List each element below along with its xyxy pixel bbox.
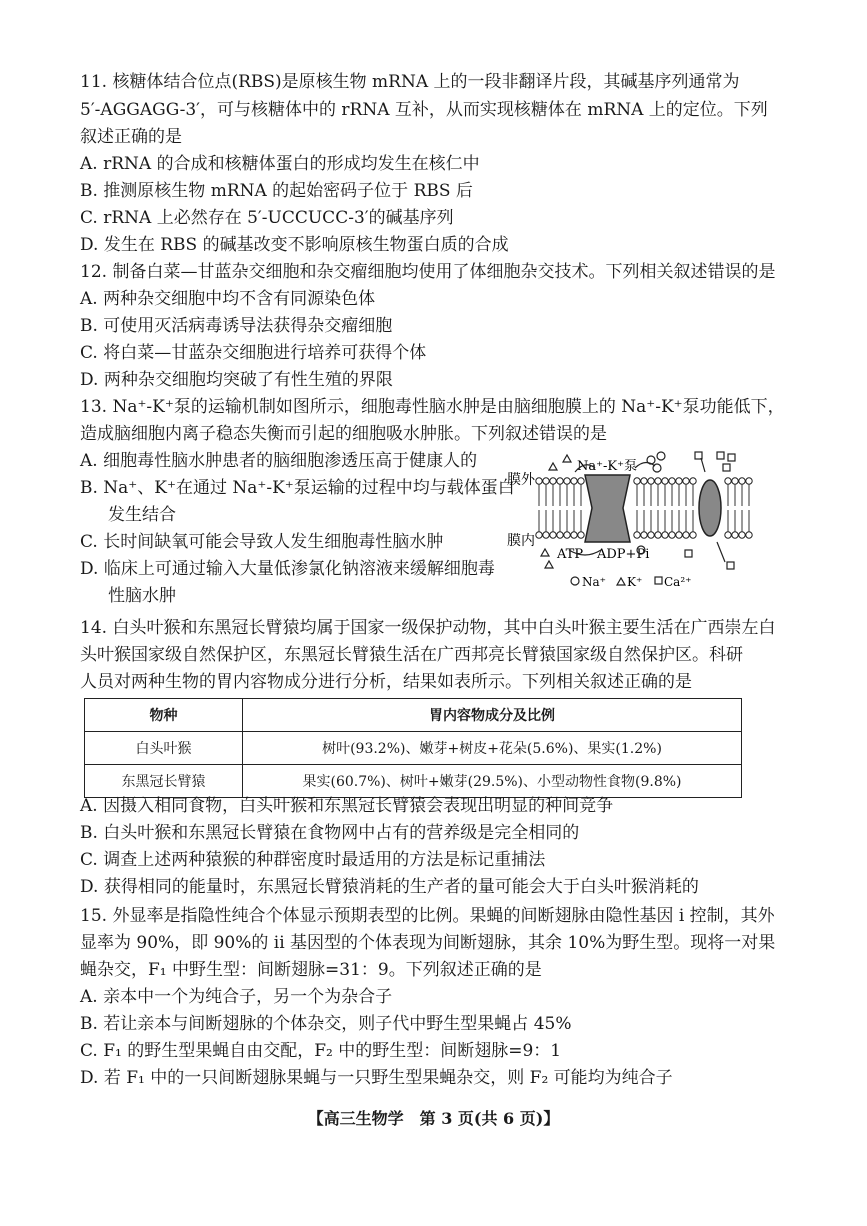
phospholipid-head xyxy=(746,478,752,484)
q11-stem-line-2: 5′-AGGAGG-3′，可与核糖体中的 rRNA 互补，从而实现核糖体在 mRNA 上的定位。下列 xyxy=(80,100,768,120)
phospholipid-head xyxy=(648,478,654,484)
q13-option-d-cont: 性脑水肿 xyxy=(108,586,176,606)
phospholipid-head xyxy=(571,478,577,484)
calcium-channel xyxy=(699,480,721,536)
phospholipid-head xyxy=(690,532,696,538)
phospholipid-head xyxy=(690,478,696,484)
phospholipid-head xyxy=(571,532,577,538)
phospholipid-head xyxy=(655,532,661,538)
q11-option-c: C. rRNA 上必然存在 5′-UCCUCC-3′的碱基序列 xyxy=(80,208,454,228)
table-header-species: 物种 xyxy=(85,699,243,732)
legend-k: K⁺ xyxy=(627,575,643,589)
q12-option-b: B. 可使用灭活病毒诱导法获得杂交瘤细胞 xyxy=(80,316,393,336)
q14-stem-line-3: 人员对两种生物的胃内容物成分进行分析，结果如表所示。下列相关叙述正确的是 xyxy=(80,672,692,692)
phospholipid-head xyxy=(683,478,689,484)
q13-option-b: B. Na⁺、K⁺在通过 Na⁺-K⁺泵运输的过程中均与载体蛋白 xyxy=(80,478,515,498)
phospholipid-head xyxy=(739,532,745,538)
phospholipid-head xyxy=(648,532,654,538)
table-cell-contents: 树叶(93.2%)、嫩芽+树皮+花朵(5.6%)、果实(1.2%) xyxy=(243,732,742,765)
q11-option-b: B. 推测原核生物 mRNA 的起始密码子位于 RBS 后 xyxy=(80,181,473,201)
q14-option-a: A. 因摄入相同食物，白头叶猴和东黑冠长臂猿会表现出明显的种间竞争 xyxy=(80,796,614,816)
phospholipid-head xyxy=(739,478,745,484)
q12-option-d: D. 两种杂交细胞均突破了有性生殖的界限 xyxy=(80,370,393,390)
q15-stem-line-1: 15. 外显率是指隐性纯合个体显示预期表型的比例。果蝇的间断翅脉由隐性基因 i 控制，其外 xyxy=(80,906,775,926)
phospholipid-head xyxy=(550,478,556,484)
page-footer: 【高三生物学 第 3 页(共 6 页)】 xyxy=(307,1109,560,1128)
q14-option-b: B. 白头叶猴和东黑冠长臂猿在食物网中占有的营养级是完全相同的 xyxy=(80,823,580,843)
q15-stem-line-3: 蝇杂交，F₁ 中野生型：间断翅脉=31：9。下列叙述正确的是 xyxy=(80,960,542,980)
phospholipid-head xyxy=(543,478,549,484)
q13-option-a: A. 细胞毒性脑水肿患者的脑细胞渗透压高于健康人的 xyxy=(80,451,478,471)
phospholipid-head xyxy=(725,532,731,538)
phospholipid-head xyxy=(676,478,682,484)
phospholipid-head xyxy=(536,478,542,484)
table-cell-species: 白头叶猴 xyxy=(85,732,243,765)
phospholipid-head xyxy=(669,478,675,484)
q15-option-d: D. 若 F₁ 中的一只间断翅脉果蝇与一只野生型果蝇杂交，则 F₂ 可能均为纯合子 xyxy=(80,1068,673,1088)
phospholipid-head xyxy=(669,532,675,538)
phospholipid-head xyxy=(746,532,752,538)
ca-arrow-up xyxy=(701,458,705,472)
phospholipid-head xyxy=(634,478,640,484)
q13-option-d: D. 临床上可通过输入大量低渗氯化钠溶液来缓解细胞毒 xyxy=(80,559,495,579)
table-row xyxy=(85,732,742,765)
ca-arrow-down xyxy=(717,542,725,562)
q11-stem-line-1: 11. 核糖体结合位点(RBS)是原核生物 mRNA 上的一段非翻译片段，其碱基序列通常为 xyxy=(80,72,740,92)
q14-option-c: C. 调查上述两种猿猴的种群密度时最适用的方法是标记重捕法 xyxy=(80,850,546,870)
q13-option-b-cont: 发生结合 xyxy=(108,505,176,525)
phospholipid-head xyxy=(543,532,549,538)
q15-option-b: B. 若让亲本与间断翅脉的个体杂交，则子代中野生型果蝇占 45% xyxy=(80,1014,572,1034)
q13-stem-line-2: 造成脑细胞内离子稳态失衡而引起的细胞吸水肿胀。下列叙述错误的是 xyxy=(80,424,607,444)
legend-na: Na⁺ xyxy=(582,575,606,589)
table-cell-species: 东黑冠长臂猿 xyxy=(85,765,243,798)
phospholipid-head xyxy=(732,532,738,538)
phospholipid-head xyxy=(683,532,689,538)
phospholipid-head xyxy=(564,478,570,484)
phospholipid-head xyxy=(725,478,731,484)
table-header-contents: 胃内容物成分及比例 xyxy=(243,699,742,732)
diagram-legend xyxy=(571,575,691,589)
q11-option-d: D. 发生在 RBS 的碱基改变不影响原核生物蛋白质的合成 xyxy=(80,235,509,255)
q12-option-c: C. 将白菜—甘蓝杂交细胞进行培养可获得个体 xyxy=(80,343,427,363)
phospholipid-head xyxy=(564,532,570,538)
outside-label: 膜外 xyxy=(507,472,535,488)
phospholipid-head xyxy=(578,532,584,538)
legend-ca: Ca²⁺ xyxy=(664,575,692,589)
adp-label: ADP+Pi xyxy=(597,547,650,562)
phospholipid-head xyxy=(676,532,682,538)
phospholipid-head xyxy=(634,532,640,538)
q13-option-c: C. 长时间缺氧可能会导致人发生细胞毒性脑水肿 xyxy=(80,532,444,552)
q11-option-a: A. rRNA 的合成和核糖体蛋白的形成均发生在核仁中 xyxy=(80,154,480,174)
q12-stem-line-1: 12. 制备白菜—甘蓝杂交细胞和杂交瘤细胞均使用了体细胞杂交技术。下列相关叙述错误的是 xyxy=(80,262,776,282)
phospholipid-head xyxy=(732,478,738,484)
table-header-row xyxy=(85,699,742,732)
pump-label: Na⁺-K⁺泵 xyxy=(577,459,637,474)
na-k-pump-protein xyxy=(585,475,630,542)
q13-stem-line-1: 13. Na⁺-K⁺泵的运输机制如图所示，细胞毒性脑水肿是由脑细胞膜上的 Na⁺-K⁺泵功能低下， xyxy=(80,397,785,417)
q15-option-a: A. 亲本中一个为纯合子，另一个为杂合子 xyxy=(80,987,393,1007)
phospholipid-head xyxy=(662,478,668,484)
q12-option-a: A. 两种杂交细胞中均不含有同源染色体 xyxy=(80,289,376,309)
phospholipid-head xyxy=(655,478,661,484)
table-cell-contents: 果实(60.7%)、树叶+嫩芽(29.5%)、小型动物性食物(9.8%) xyxy=(243,765,742,798)
phospholipid-head xyxy=(578,478,584,484)
phospholipid-head xyxy=(557,478,563,484)
stomach-contents-table xyxy=(84,698,742,798)
phospholipid-head xyxy=(536,532,542,538)
phospholipid-head xyxy=(641,532,647,538)
phospholipid-head xyxy=(557,532,563,538)
q14-stem-line-1: 14. 白头叶猴和东黑冠长臂猿均属于国家一级保护动物，其中白头叶猴主要生活在广西崇左白 xyxy=(80,618,776,638)
na-k-pump-diagram xyxy=(505,450,760,590)
q11-stem-line-3: 叙述正确的是 xyxy=(80,127,182,147)
phospholipid-head xyxy=(550,532,556,538)
q14-option-d: D. 获得相同的能量时，东黑冠长臂猿消耗的生产者的量可能会大于白头叶猴消耗的 xyxy=(80,877,699,897)
q15-option-c: C. F₁ 的野生型果蝇自由交配，F₂ 中的野生型：间断翅脉=9：1 xyxy=(80,1041,562,1061)
membrane-bilayer xyxy=(535,478,755,538)
inside-label: 膜内 xyxy=(507,533,535,549)
phospholipid-head xyxy=(641,478,647,484)
q15-stem-line-2: 显率为 90%，即 90%的 ii 基因型的个体表现为间断翅脉，其余 10%为野生型。现将一对果 xyxy=(80,933,776,953)
q14-stem-line-2: 头叶猴国家级自然保护区，东黑冠长臂猿生活在广西邦亮长臂猿国家级自然保护区。科研 xyxy=(80,645,743,665)
phospholipid-head xyxy=(662,532,668,538)
atp-label: ATP xyxy=(557,547,584,562)
